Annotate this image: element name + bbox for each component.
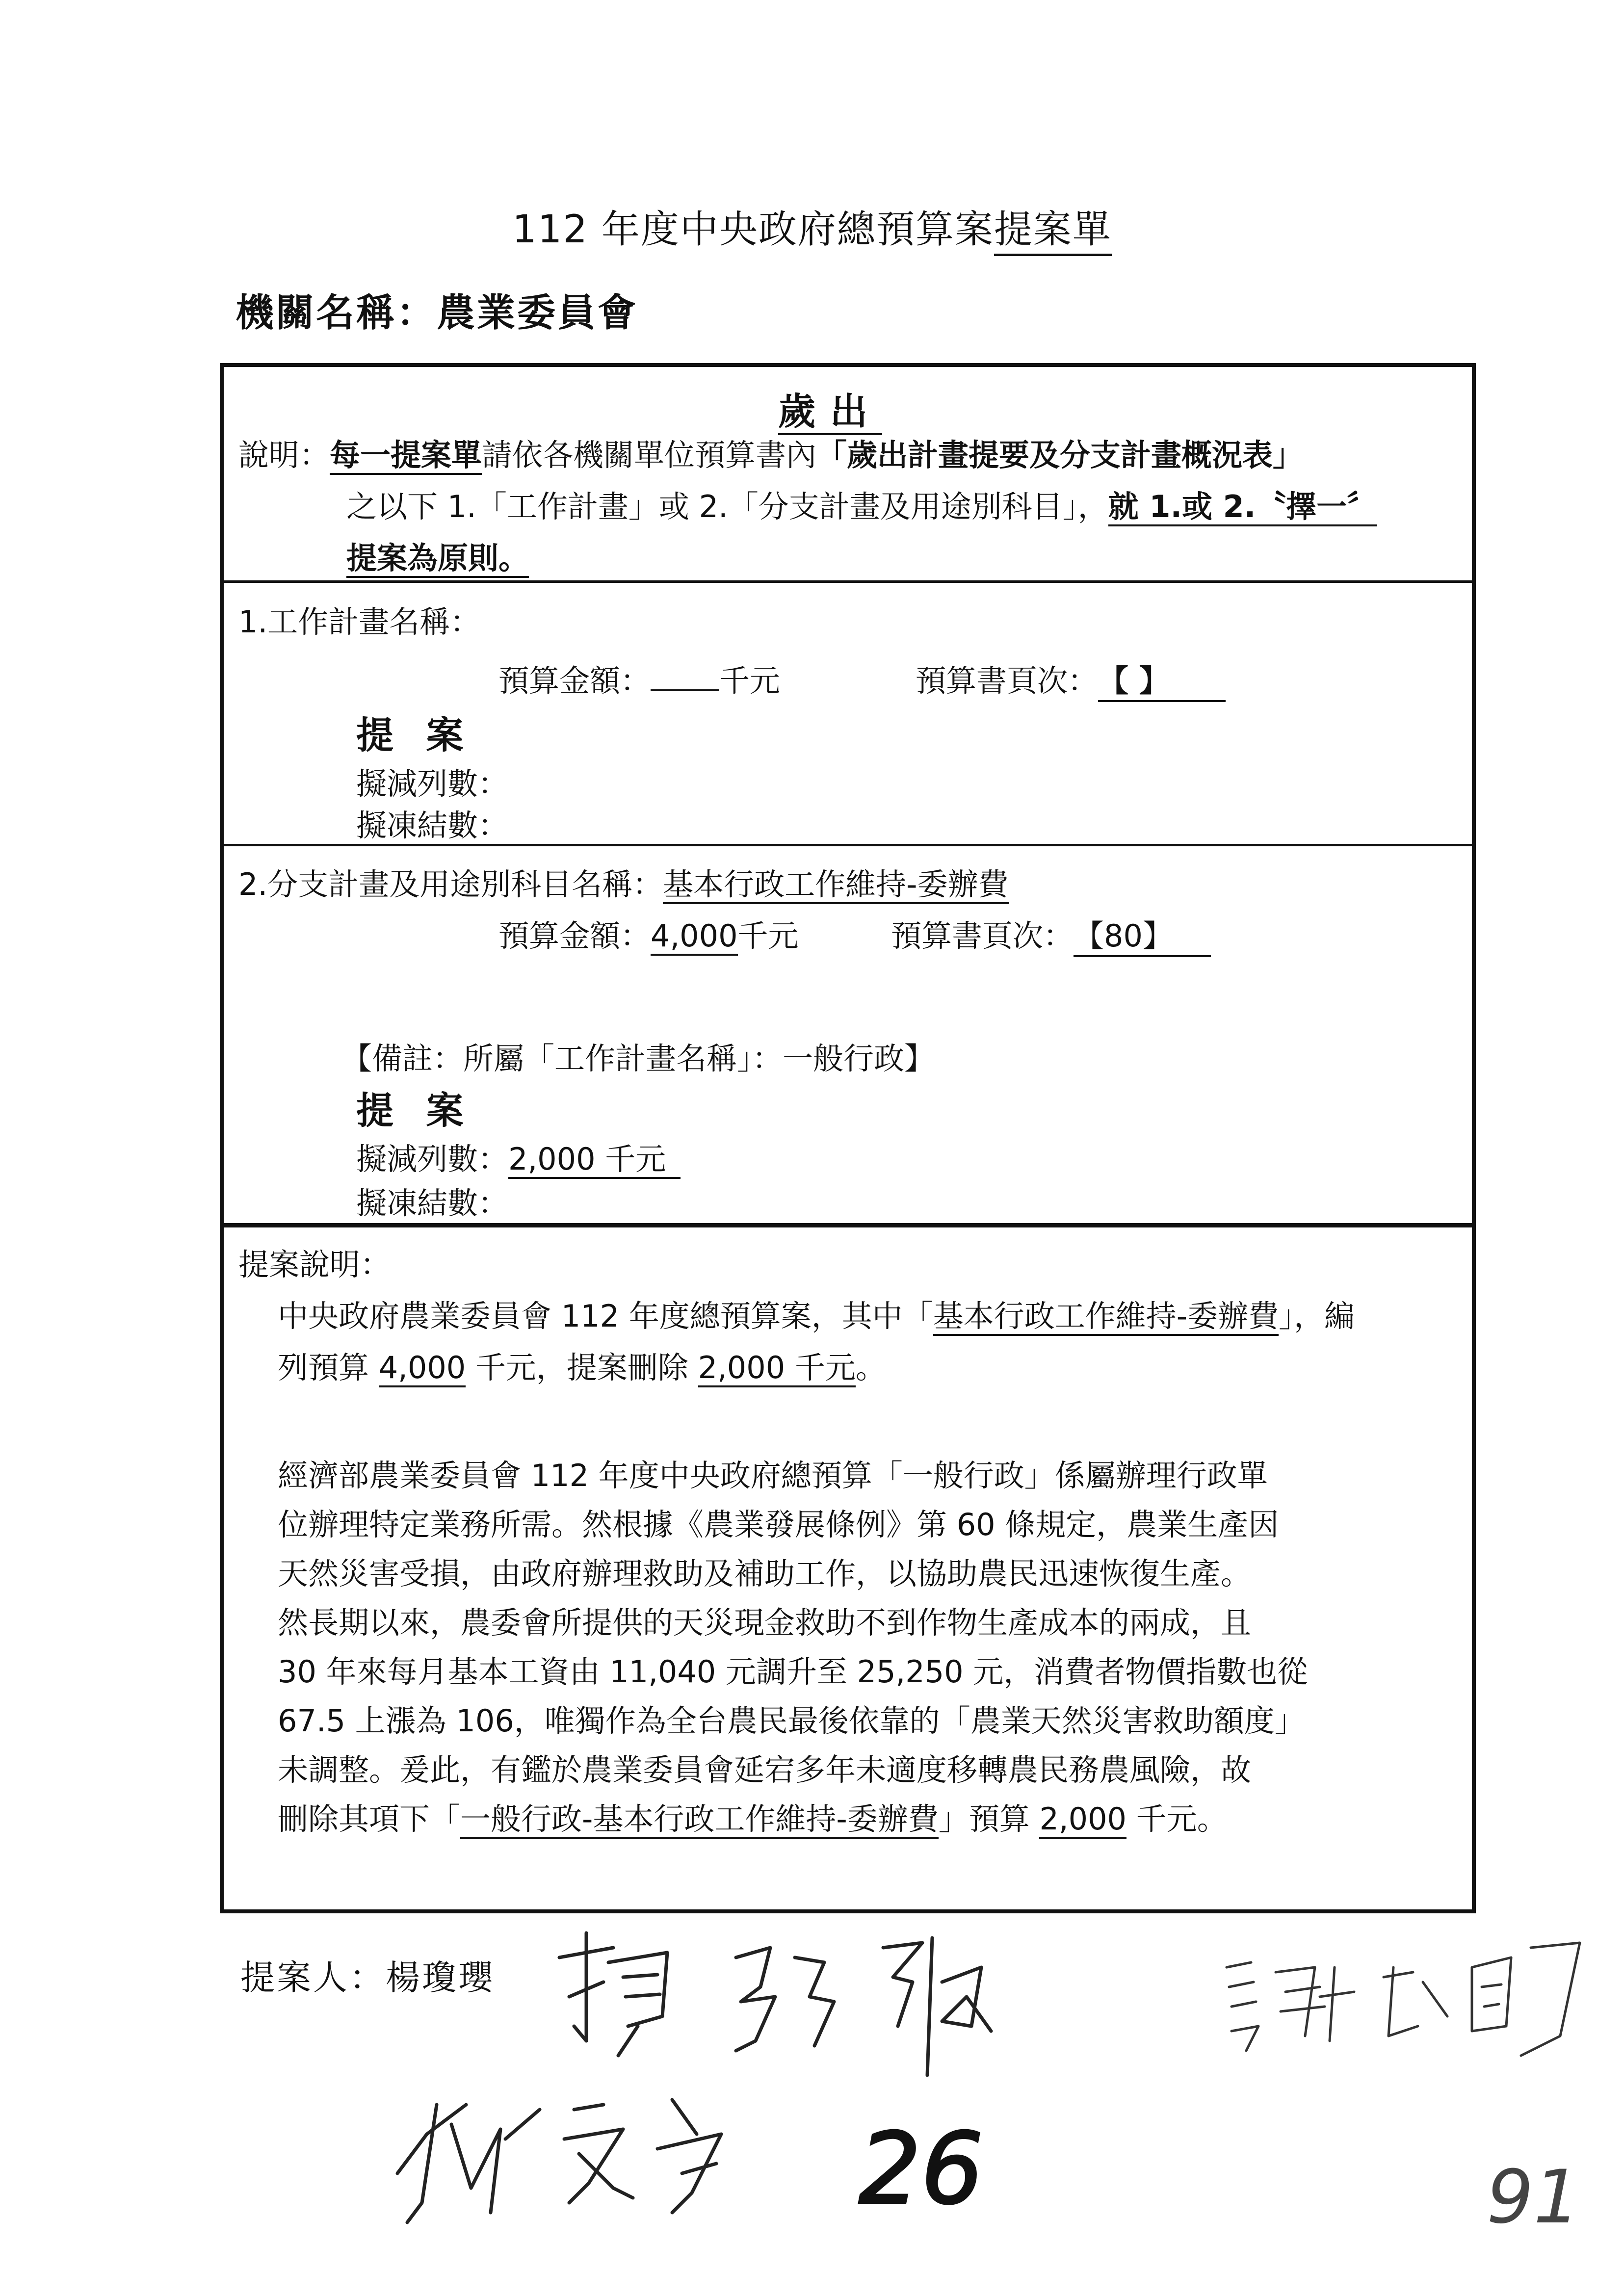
section2-cut: 擬減列數：2,000 千元 (356, 1135, 681, 1178)
explanation-label: 提案說明： (238, 1247, 391, 1282)
section1-freeze: 擬凍結數： (356, 808, 509, 843)
explanation-p2-line: 未調整。爰此，有鑑於農業委員會延宕多年未適度移轉農民務農風險，故 (278, 1752, 1252, 1788)
note-line-3: 提案為原則。 (346, 534, 529, 577)
explanation-p2-line: 然長期以來，農委會所提供的天災現金救助不到作物生產成本的兩成，且 (278, 1605, 1252, 1641)
section2-page: 預算書頁次：【80】 (891, 912, 1211, 957)
explanation-p2-line: 位辦理特定業務所需。然根據《農業發展條例》第 60 條規定，農業生產因 (278, 1507, 1279, 1542)
handwritten-signature (378, 2075, 819, 2237)
section2-budget: 預算金額：4,000千元 (498, 912, 799, 955)
note-line-2: 之以下 1.「工作計畫」或 2.「分支計畫及用途別科目」，就 1.或 2.〝擇一〞 (346, 482, 1377, 526)
handwritten-signature (1217, 1938, 1599, 2065)
section1-cut: 擬減列數： (356, 766, 509, 802)
explanation-p2-line: 30 年來每月基本工資由 11,040 元調升至 25,250 元，消費者物價指數也從 (278, 1654, 1308, 1690)
explanation-p2-line: 67.5 上漲為 106，唯獨作為全台農民最後依靠的「農業天然災害救助額度」 (278, 1703, 1305, 1739)
stamp-number (849, 2110, 1006, 2227)
explanation-p2-last-line: 刪除其項下「一般行政-基本行政工作維持-委辦費」預算 2,000 千元。 (278, 1795, 1228, 1838)
section2-label: 2.分支計畫及用途別科目名稱：基本行政工作維持-委辦費 (238, 860, 1009, 904)
proposer-line: 提案人：楊瓊瓔 (240, 1957, 495, 1998)
agency-line: 機關名稱：農業委員會 (236, 291, 638, 335)
proposal-form (220, 363, 1476, 1913)
stamp-number-text: 26 (859, 2112, 984, 2226)
section1-page: 預算書頁次：【 】 (916, 656, 1226, 702)
note-line-1: 說明：每一提案單請依各機關單位預算書內「歲出計畫提要及分支計畫概況表」 (238, 431, 1303, 474)
agency-name: 農業委員會 (437, 291, 638, 335)
explanation-p2-line: 天然災害受損，由政府辦理救助及補助工作，以協助農民迅速恢復生產。 (278, 1556, 1252, 1592)
section1-budget: 預算金額： 千元 (498, 663, 781, 699)
section2-proposal-heading: 提 案 (356, 1089, 473, 1132)
divider (224, 580, 1472, 583)
page-title: 112 年度中央政府總預算案提案單 (0, 199, 1624, 254)
explanation-p1-line2: 列預算 4,000 千元，提案刪除 2,000 千元。 (278, 1343, 886, 1387)
section1-proposal-heading: 提 案 (356, 713, 473, 757)
expenditure-heading: 歲出 (778, 382, 882, 435)
proposer-name: 楊瓊瓔 (386, 1957, 495, 1998)
divider (224, 844, 1472, 846)
handwritten-signature (540, 1928, 1104, 2085)
page-number (1482, 2149, 1580, 2240)
page-number-text: 91 (1487, 2155, 1580, 2240)
section2-remark: 【備註：所屬「工作計畫名稱」：一般行政】 (341, 1041, 935, 1076)
explanation-p1-line1: 中央政府農業委員會 112 年度總預算案，其中「基本行政工作維持-委辦費」，編 (278, 1292, 1355, 1335)
section1-label: 1.工作計畫名稱： (238, 604, 481, 640)
explanation-p2-line: 經濟部農業委員會 112 年度中央政府總預算「一般行政」係屬辦理行政單 (278, 1458, 1268, 1493)
section2-freeze: 擬凍結數： (356, 1185, 509, 1221)
divider (224, 1223, 1472, 1227)
